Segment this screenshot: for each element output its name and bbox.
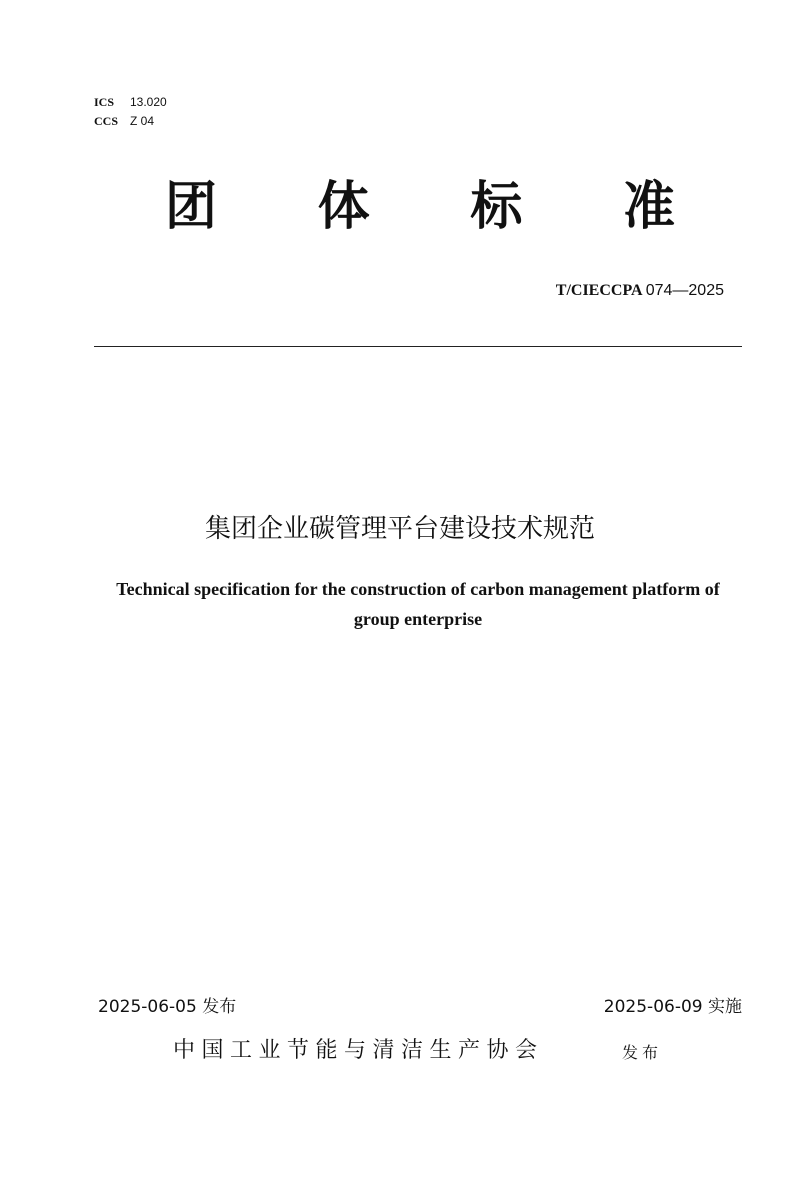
standard-prefix: T/CIECCPA (555, 282, 642, 299)
ics-line (94, 94, 167, 110)
issue-date: 2025-06-05 发布 (98, 997, 237, 1017)
standard-number (556, 282, 724, 300)
publisher-name: 中国工业节能与清洁生产协会 (173, 1038, 544, 1063)
publisher-suffix: 发布 (622, 1043, 663, 1062)
title-char: 团 (165, 177, 218, 237)
implementation-date: 2025-06-09 实施 (603, 997, 742, 1017)
ccs-line (94, 113, 154, 129)
title-char: 标 (470, 177, 523, 237)
ics-value: 13.020 (130, 95, 167, 109)
ics-label: ICS (94, 95, 115, 109)
ccs-value: Z 04 (130, 114, 155, 128)
chinese-title: 集团企业碳管理平台建设技术规范 (204, 514, 595, 544)
title-char: 体 (317, 177, 370, 237)
title-char: 准 (622, 177, 675, 237)
document-type-title (165, 176, 675, 238)
english-title: Technical specification for the construction of carbon management platform of group enterprise (116, 579, 720, 629)
header-divider (94, 346, 742, 347)
ccs-label: CCS (94, 114, 119, 128)
standard-number-value: 074—2025 (645, 282, 724, 299)
